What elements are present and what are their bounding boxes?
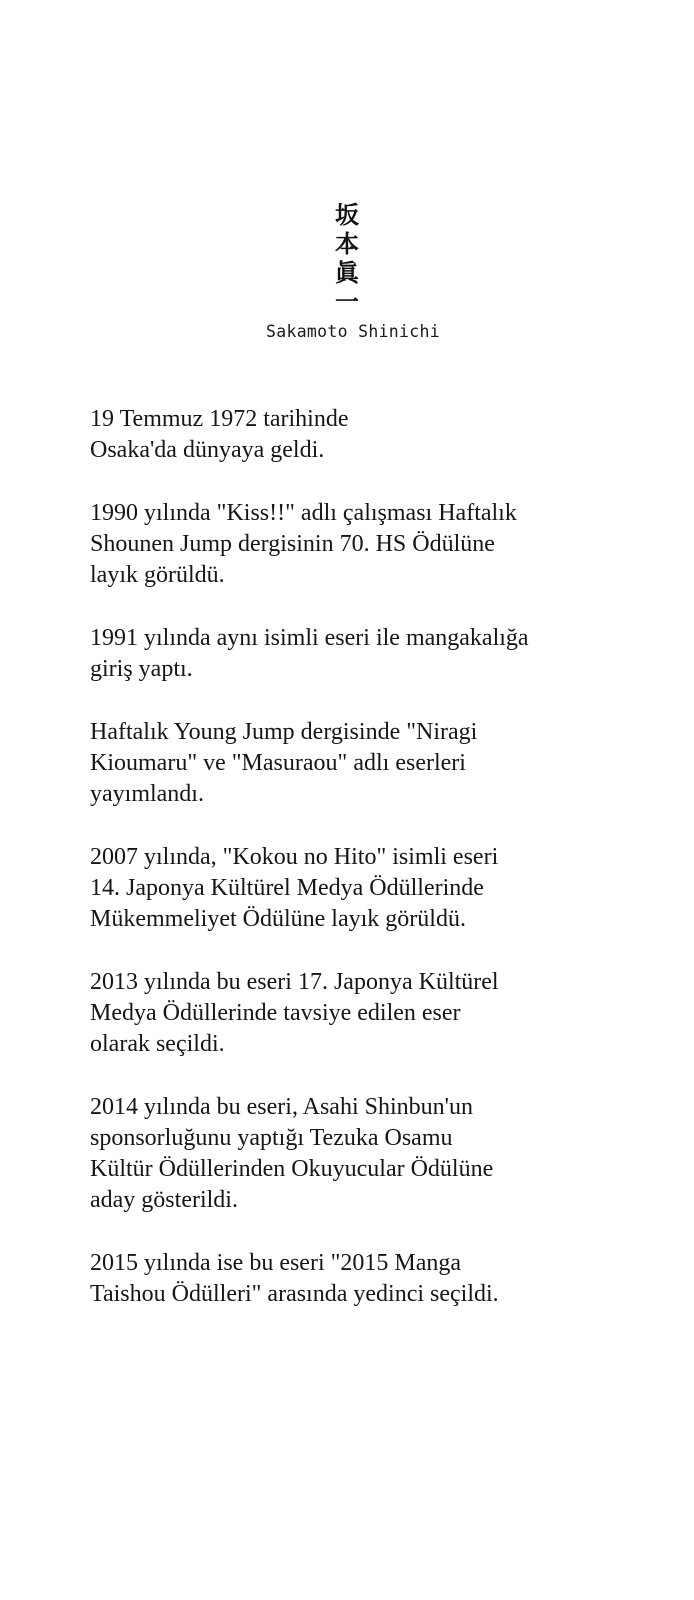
bio-line: Taishou Ödülleri" arasında yedinci seçildi. (90, 1281, 499, 1307)
bio-line: sponsorluğunu yaptığı Tezuka Osamu (90, 1125, 453, 1151)
bio-line: 2015 yılında ise bu eseri "2015 Manga (90, 1250, 462, 1276)
bio-line: olarak seçildi. (90, 1031, 225, 1057)
bio-line: Medya Ödüllerinde tavsiye edilen eser (90, 1000, 461, 1026)
kanji-char: 一 (335, 287, 359, 316)
bio-paragraph-1991 (90, 623, 650, 685)
bio-paragraph-2014 (90, 1092, 650, 1216)
bio-line: Mükemmeliyet Ödülüne layık görüldü. (90, 906, 466, 932)
bio-line: 1990 yılında "Kiss!!" adlı çalışması Haftalık (90, 500, 517, 526)
author-name-kanji (332, 200, 362, 316)
bio-line: Kioumaru" ve "Masuraou" adlı eserleri (90, 750, 466, 776)
bio-line: 2014 yılında bu eseri, Asahi Shinbun'un (90, 1094, 473, 1120)
bio-line: Kültür Ödüllerinden Okuyucular Ödülüne (90, 1156, 494, 1182)
bio-line: yayımlandı. (90, 781, 204, 807)
bio-paragraph-young-jump (90, 717, 650, 810)
kanji-char: 眞 (335, 258, 359, 287)
author-header (0, 200, 694, 341)
bio-line: 2013 yılında bu eseri 17. Japonya Kültürel (90, 969, 499, 995)
bio-line: 19 Temmuz 1972 tarihinde (90, 406, 349, 432)
bio-paragraph-2007 (90, 842, 650, 935)
bio-line: Haftalık Young Jump dergisinde "Niragi (90, 719, 478, 745)
kanji-char: 坂 (335, 200, 359, 229)
bio-paragraph-1990 (90, 498, 650, 591)
author-name-romaji: Sakamoto Shinichi (266, 322, 440, 341)
bio-line: layık görüldü. (90, 562, 225, 588)
bio-line: Osaka'da dünyaya geldi. (90, 437, 325, 463)
biography (90, 404, 650, 1342)
bio-line: Shounen Jump dergisinin 70. HS Ödülüne (90, 531, 495, 557)
bio-line: aday gösterildi. (90, 1187, 238, 1213)
bio-line: giriş yaptı. (90, 656, 193, 682)
bio-paragraph-2015 (90, 1248, 650, 1310)
kanji-char: 本 (335, 229, 359, 258)
bio-paragraph-birth (90, 404, 650, 466)
bio-line: 2007 yılında, "Kokou no Hito" isimli eseri (90, 844, 499, 870)
bio-paragraph-2013 (90, 967, 650, 1060)
bio-line: 14. Japonya Kültürel Medya Ödüllerinde (90, 875, 484, 901)
bio-line: 1991 yılında aynı isimli eseri ile mangakalığa (90, 625, 529, 651)
